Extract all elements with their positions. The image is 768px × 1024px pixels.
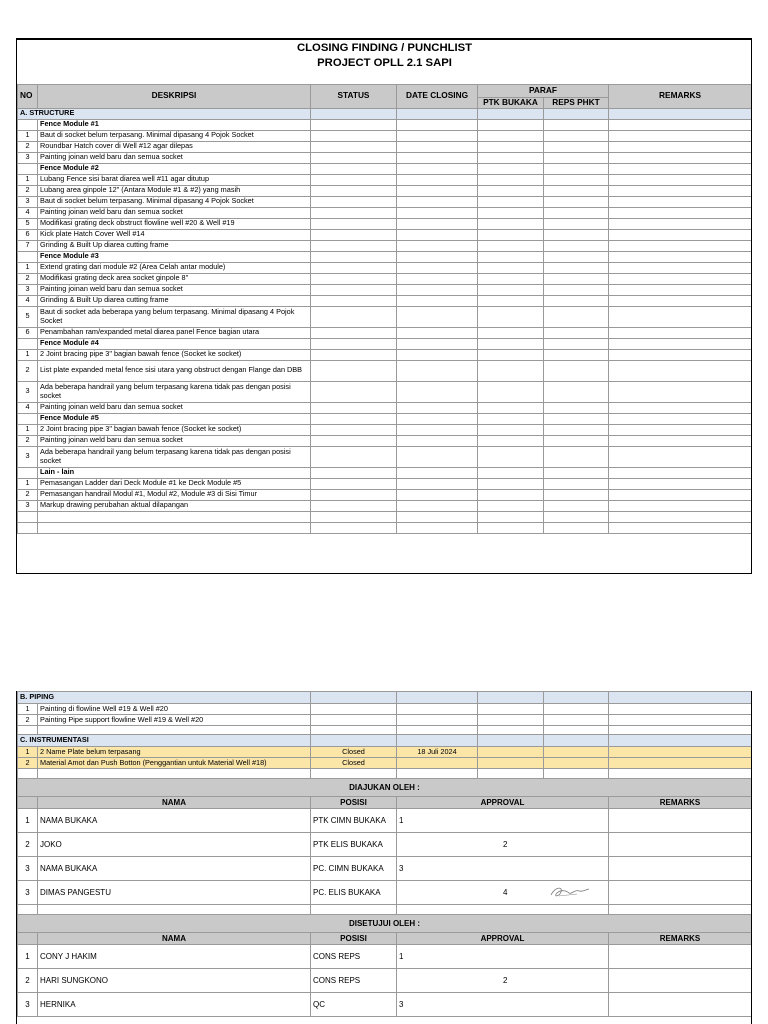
diajukan-title: DIAJUKAN OLEH :: [18, 779, 752, 797]
table-row: 1 Pemasangan Ladder dari Deck Module #1 ke Deck Module #5: [18, 478, 752, 489]
table-row: 3 Ada beberapa handrail yang belum terpasang karena tidak pas dengan posisi socket: [18, 381, 752, 402]
table-row: 1 Baut di socket belum terpasang. Minimal dipasang 4 Pojok Socket: [18, 130, 752, 141]
table-row: 6 Kick plate Hatch Cover Well #14: [18, 229, 752, 240]
status-cell: Closed: [311, 758, 397, 769]
col-reps-phkt: REPS PHKT: [544, 97, 609, 108]
col-status: STATUS: [311, 84, 397, 108]
col-posisi: POSISI: [311, 933, 397, 945]
table-row: 2 Pemasangan handrail Modul #1, Modul #2, Module #3 di Sisi Timur: [18, 489, 752, 500]
table-row: 1 2 Joint bracing pipe 3" bagian bawah fence (Socket ke socket): [18, 349, 752, 360]
col-posisi: POSISI: [311, 797, 397, 809]
module-title: Fence Module #5: [38, 413, 311, 424]
table-row: 5 Baut di socket ada beberapa yang belum terpasang. Minimal dipasang 4 Pojok Socket: [18, 306, 752, 327]
table-row: 4 Painting joinan weld baru dan semua socket: [18, 207, 752, 218]
table-row: 2 Painting joinan weld baru dan semua socket: [18, 435, 752, 446]
module-title: Lain - lain: [38, 467, 311, 478]
module-title: Fence Module #4: [38, 338, 311, 349]
col-nama: NAMA: [38, 933, 311, 945]
table-row: 2 List plate expanded metal fence sisi utara yang obstruct dengan Flange dan DBB: [18, 360, 752, 381]
table-row: 1 2 Name Plate belum terpasang Closed 18 Juli 2024: [18, 747, 752, 758]
signatory-row: 3 NAMA BUKAKA PC. CIMN BUKAKA 3: [18, 857, 752, 881]
signature-image: [547, 883, 593, 903]
module-title: Fence Module #1: [38, 119, 311, 130]
project-title: PROJECT OPLL 2.1 SAPI: [317, 57, 452, 69]
punchlist-table-continued: [17, 691, 752, 1017]
table-row: 1 Painting di flowline Well #19 & Well #20: [18, 704, 752, 715]
date-cell: 18 Juli 2024: [397, 747, 478, 758]
table-row: 1 Lubang Fence sisi barat diarea well #11 agar ditutup: [18, 174, 752, 185]
table-row: 7 Grinding & Built Up diarea cutting frame: [18, 240, 752, 251]
status-cell: Closed: [311, 747, 397, 758]
col-deskripsi: DESKRIPSI: [38, 84, 311, 108]
punchlist-sheet-page-1: [16, 38, 752, 574]
table-row: 3 Painting joinan weld baru dan semua socket: [18, 152, 752, 163]
col-remarks: REMARKS: [609, 933, 752, 945]
table-row: 2 Material Amot dan Push Botton (Penggantian untuk Material Well #18) Closed: [18, 758, 752, 769]
section-structure: A. STRUCTURE: [18, 108, 311, 119]
col-remarks: REMARKS: [609, 84, 752, 108]
punchlist-sheet-page-2: [16, 691, 752, 1024]
module-title: Fence Module #2: [38, 163, 311, 174]
signatory-row: 2 HARI SUNGKONO CONS REPS 2: [18, 969, 752, 993]
table-row: 3 Ada beberapa handrail yang belum terpasang karena tidak pas dengan posisi socket: [18, 446, 752, 467]
signatory-row: 3 DIMAS PANGESTU PC. ELIS BUKAKA 4: [18, 881, 752, 905]
table-row: 2 Modifikasi grating deck area socket ginpole 8": [18, 273, 752, 284]
table-row: 2 Roundbar Hatch cover di Well #12 agar dilepas: [18, 141, 752, 152]
table-row: 2 Painting Pipe support flowline Well #19 & Well #20: [18, 715, 752, 726]
table-row: 2 Lubang area ginpole 12" (Antara Module #1 & #2) yang masih: [18, 185, 752, 196]
section-piping: B. PIPING: [18, 692, 311, 704]
signatory-row: 2 JOKO PTK ELIS BUKAKA 2: [18, 833, 752, 857]
module-title: Fence Module #3: [38, 251, 311, 262]
table-row: 1 Extend grating dari module #2 (Area Celah antar module): [18, 262, 752, 273]
signatory-row: 3 HERNIKA QC 3: [18, 993, 752, 1017]
table-row: 5 Modifikasi grating deck obstruct flowline well #20 & Well #19: [18, 218, 752, 229]
punchlist-table: [17, 40, 752, 534]
table-row: 3 Markup drawing perubahan aktual dilapangan: [18, 500, 752, 511]
col-approval: APPROVAL: [397, 797, 609, 809]
col-approval: APPROVAL: [397, 933, 609, 945]
disetujui-title: DISETUJUI OLEH :: [18, 915, 752, 933]
date-cell: [397, 758, 478, 769]
col-ptk-bukaka: PTK BUKAKA: [478, 97, 544, 108]
section-instrumentasi: C. INSTRUMENTASI: [18, 735, 311, 747]
table-row: 1 2 Joint bracing pipe 3" bagian bawah fence (Socket ke socket): [18, 424, 752, 435]
col-nama: NAMA: [38, 797, 311, 809]
table-row: 3 Baut di socket belum terpasang. Minimal dipasang 4 Pojok Socket: [18, 196, 752, 207]
col-no: NO: [18, 84, 38, 108]
signatory-row: 1 NAMA BUKAKA PTK CIMN BUKAKA 1: [18, 809, 752, 833]
col-date-closing: DATE CLOSING: [397, 84, 478, 108]
table-row: 4 Grinding & Built Up diarea cutting frame: [18, 295, 752, 306]
col-paraf: PARAF: [478, 84, 609, 97]
col-remarks: REMARKS: [609, 797, 752, 809]
document-title: CLOSING FINDING / PUNCHLIST: [296, 42, 473, 54]
table-row: 6 Penambahan ram/expanded metal diarea panel Fence bagian utara: [18, 327, 752, 338]
signatory-row: 1 CONY J HAKIM CONS REPS 1: [18, 945, 752, 969]
table-row: 4 Painting joinan weld baru dan semua socket: [18, 402, 752, 413]
table-row: 3 Painting joinan weld baru dan semua socket: [18, 284, 752, 295]
